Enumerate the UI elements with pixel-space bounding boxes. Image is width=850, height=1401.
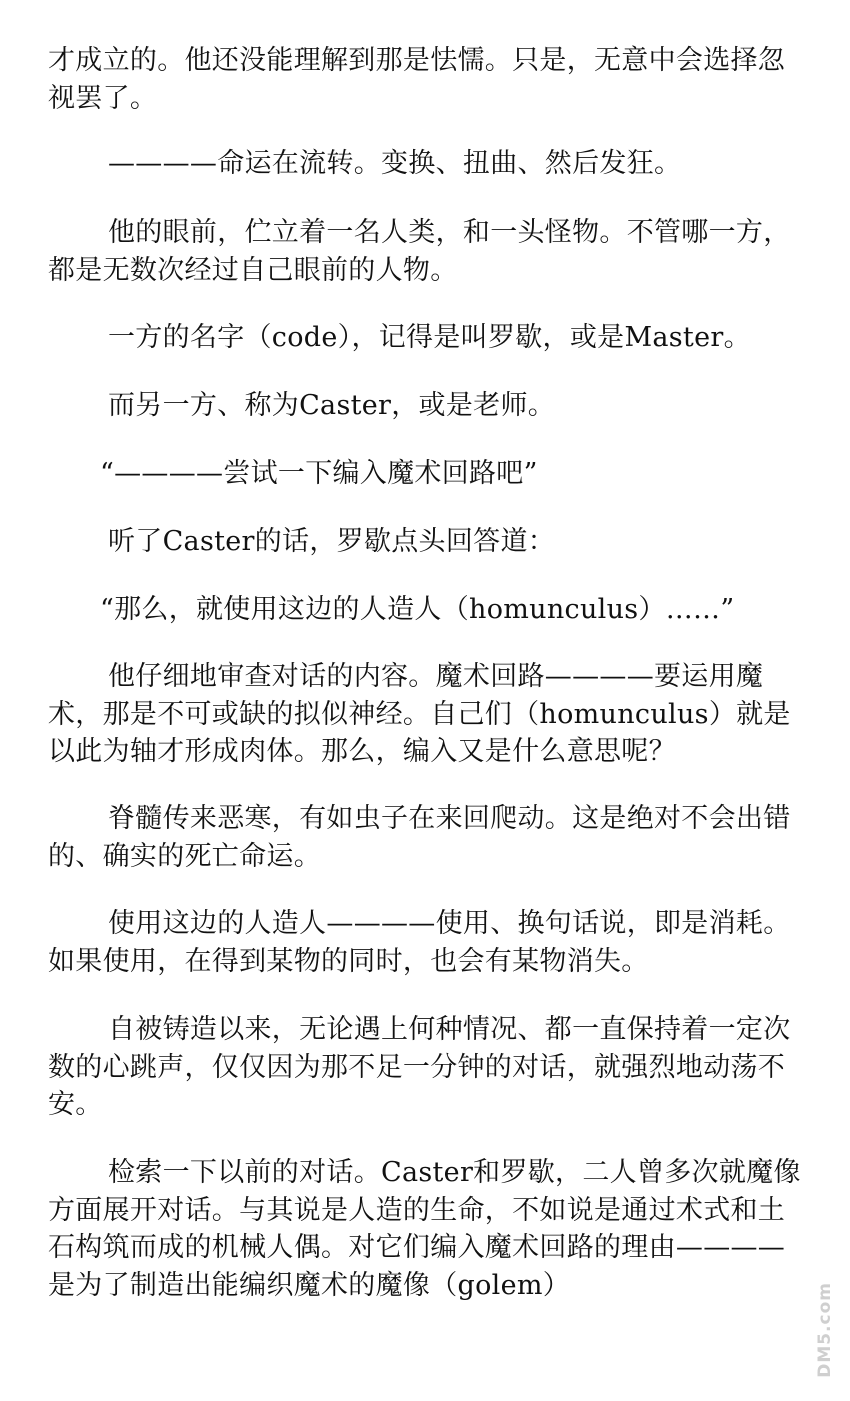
paragraph-2: ————命运在流转。变换、扭曲、然后发狂。 (108, 148, 682, 179)
paragraph-5: 而另一方、称为Caster，或是老师。 (108, 390, 556, 421)
paragraph-3: 他的眼前，伫立着一名人类，和一头怪物。不管哪一方，都是无数次经过自己眼前的人物。 (48, 217, 791, 286)
site-watermark (812, 1282, 838, 1392)
paragraph-13: 检索一下以前的对话。Caster和罗歇，二人曾多次就魔像方面展开对话。与其说是人造的生命，不如说是通过术式和土石构筑而成的机械人偶。对它们编入魔术回路的理由————是为了制造出能编织魔术的魔像（golem） (48, 1157, 801, 1301)
paragraph-4: 一方的名字（code），记得是叫罗歇，或是Master。 (108, 322, 751, 353)
paragraph-11: 使用这边的人造人————使用、换句话说，即是消耗。如果使用，在得到某物的同时，也会有某物消失。 (48, 908, 791, 977)
paragraph-10: 脊髓传来恶寒，有如虫子在来回爬动。这是绝对不会出错的、确实的死亡命运。 (48, 803, 791, 872)
paragraph-8: “那么，就使用这边的人造人（homunculus）……” (100, 594, 735, 625)
watermark-logo-text: DM5.com (815, 1282, 835, 1378)
paragraph-9: 他仔细地审查对话的内容。魔术回路————要运用魔术，那是不可或缺的拟似神经。自己们（homunculus）就是以此为轴才形成肉体。那么，编入又是什么意思呢？ (48, 661, 791, 767)
paragraph-6: “————尝试一下编入魔术回路吧” (100, 458, 538, 489)
paragraph-1: 才成立的。他还没能理解到那是怯懦。只是，无意中会选择忽视罢了。 (48, 45, 786, 114)
paragraph-12: 自被铸造以来，无论遇上何种情况、都一直保持着一定次数的心跳声，仅仅因为那不足一分钟的对话，就强烈地动荡不安。 (48, 1014, 791, 1120)
paragraph-7: 听了Caster的话，罗歇点头回答道： (108, 526, 556, 557)
